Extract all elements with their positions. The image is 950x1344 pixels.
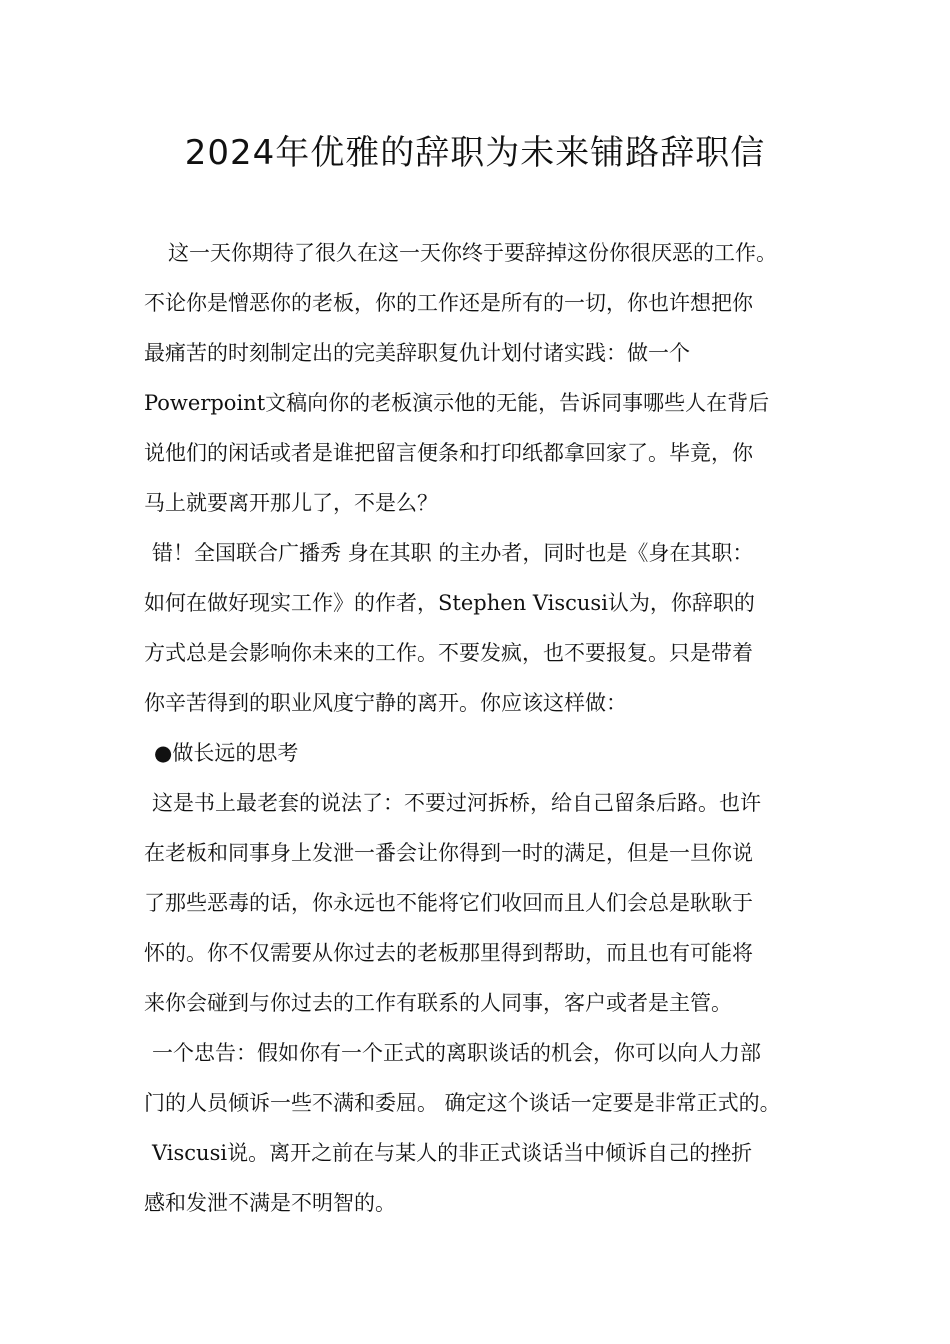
paragraph-line: 方式总是会影响你未来的工作。不要发疯，也不要报复。只是带着 <box>144 641 753 665</box>
paragraph-line: 这一天你期待了很久在这一天你终于要辞掉这份你很厌恶的工作。 <box>168 241 777 265</box>
section-heading: ●做长远的思考 <box>154 741 299 765</box>
paragraph-line: 门的人员倾诉一些不满和委屈。 确定这个谈话一定要是非常正式的。 <box>144 1091 781 1115</box>
paragraph-line: 你辛苦得到的职业风度宁静的离开。你应该这样做： <box>144 691 627 715</box>
paragraph-line: 感和发泄不满是不明智的。 <box>144 1191 396 1215</box>
paragraph-line: 最痛苦的时刻制定出的完美辞职复仇计划付诸实践：做一个 <box>144 341 690 365</box>
paragraph-line: 怀的。你不仅需要从你过去的老板那里得到帮助，而且也有可能将 <box>144 941 753 965</box>
paragraph-line: Viscusi说。离开之前在与某人的非正式谈话当中倾诉自己的挫折 <box>152 1141 753 1165</box>
paragraph-line: Powerpoint文稿向你的老板演示他的无能，告诉同事哪些人在背后 <box>144 391 770 415</box>
document-title: 2024年优雅的辞职为未来铺路辞职信 <box>184 133 766 173</box>
paragraph-line: 来你会碰到与你过去的工作有联系的人同事，客户或者是主管。 <box>144 991 732 1015</box>
paragraph-line: 这是书上最老套的说法了：不要过河拆桥，给自己留条后路。也许 <box>152 791 761 815</box>
paragraph-line: 在老板和同事身上发泄一番会让你得到一时的满足，但是一旦你说 <box>144 841 753 865</box>
paragraph-line: 不论你是憎恶你的老板，你的工作还是所有的一切，你也许想把你 <box>144 291 753 315</box>
paragraph-line: 了那些恶毒的话，你永远也不能将它们收回而且人们会总是耿耿于 <box>144 891 753 915</box>
paragraph-line: 说他们的闲话或者是谁把留言便条和打印纸都拿回家了。毕竟，你 <box>144 441 753 465</box>
paragraph-line: 一个忠告：假如你有一个正式的离职谈话的机会，你可以向人力部 <box>152 1041 761 1065</box>
paragraph-line: 如何在做好现实工作》的作者，Stephen Viscusi认为，你辞职的 <box>144 591 755 615</box>
paragraph-line: 马上就要离开那儿了，不是么？ <box>144 491 438 515</box>
document-body <box>144 228 824 1228</box>
paragraph-line: 错！全国联合广播秀 身在其职 的主办者，同时也是《身在其职： <box>152 541 754 565</box>
